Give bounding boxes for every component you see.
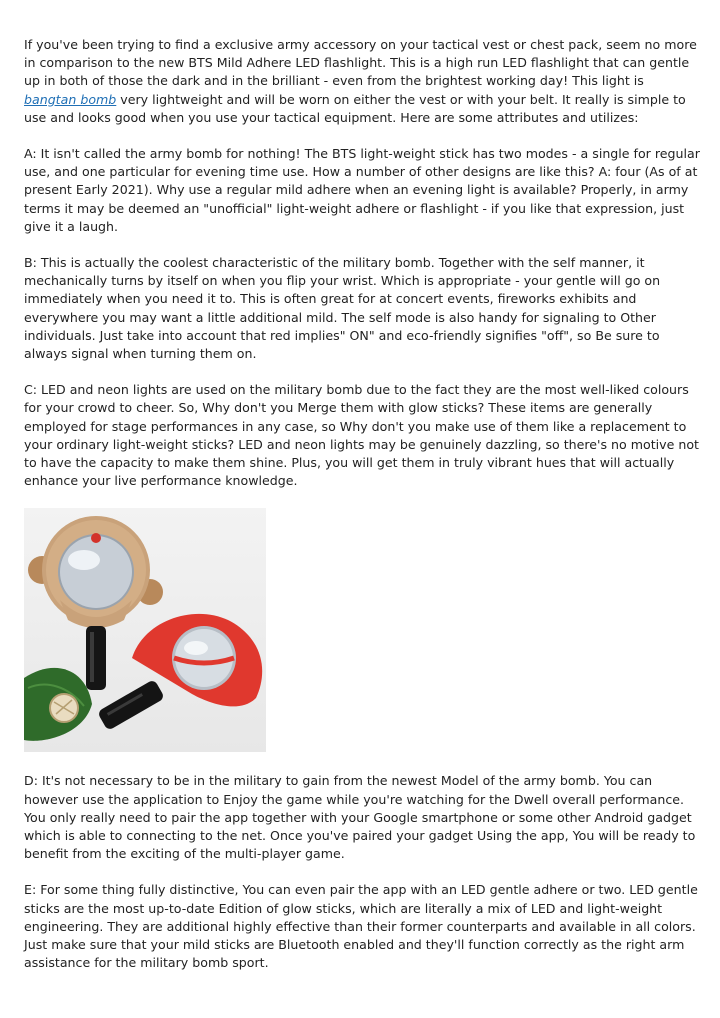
army-bomb-illustration (24, 508, 266, 752)
paragraph-e: E: For some thing fully distinctive, You can even pair the app with an LED gentle adhere or two. LED gentle sticks are the most up-to-date Edition of glow sticks, which are literally a mix of LED and light-weight engineering. They are additional highly effective than their former counterparts and available in all colors. Just make sure that your mild sticks are Bluetooth enabled and they'll function correctly as the right arm assistance for the military bomb sport. (24, 882, 698, 971)
paragraph-c: C: LED and neon lights are used on the military bomb due to the fact they are the most well-liked colours for your crowd to cheer. So, Why don't you Merge them with glow sticks? These items are generally employed for stage performances in any case, so Why don't you make use of them like a replacement to your ordinary light-weight sticks? LED and neon lights may be genuinely dazzling, so there's no motive not to have the capacity to make them shine. Plus, you will get them in truly vibrant hues that will actually enhance your live performance knowledge. (24, 382, 699, 489)
article (24, 36, 700, 991)
leaf-icon (24, 668, 92, 741)
intro-text-start: If you've been trying to find a exclusive army accessory on your tactical vest or chest pack, seem no more in comparison to the new BTS Mild Adhere LED flashlight. This is a high run LED flashlight that can gentle up in both of those the dark and in the brilliant - even from the brightest working day! This light is (24, 37, 697, 89)
intro-text-end: very lightweight and will be worn on either the vest or with your belt. It really is simple to use and looks good when you use your tactical equipment. Here are some attributes and utilizes: (24, 91, 686, 125)
red-plush-lightstick (97, 614, 262, 731)
paragraph-d: D: It's not necessary to be in the military to gain from the newest Model of the army bomb. You can however use the application to Enjoy the game while you're watching for the Dwell overall performance. You only really need to pair the app together with your Google smartphone or some other Android gadget which is able to connecting to the net. Once you've paired your gadget Using the app, You will be ready to benefit from the exciting of the multi-player game. (24, 773, 696, 862)
paragraph-a: A: It isn't called the army bomb for nothing! The BTS light-weight stick has two modes - a single for regular use, and one particular for evening time use. How a number of other designs are like this? A: four (As of at present Early 2021). Why use a regular mild adhere when an evening light is available? Properly, in army terms it may be deemed an "unofficial" light-weight adhere or flashlight - if you like that expression, just give it a laugh. (24, 146, 700, 234)
army-bomb-photo (24, 508, 266, 752)
paragraph-intro (24, 36, 700, 127)
bangtan-bomb-link[interactable]: bangtan bomb (24, 91, 117, 107)
paragraph-b: B: This is actually the coolest characteristic of the military bomb. Together with the self manner, it mechanically turns by itself on when you flip your wrist. Which is appropriate - your gentle will go on immediately when you need it to. This is often great for at concert events, fireworks exhibits and everywhere you may want a little additional mild. The self mode is also handy for signaling to Other individuals. Just take into account that red implies" ON" and eco-friendly signifies "off", so Be sure to always signal when turning them on. (24, 255, 661, 362)
